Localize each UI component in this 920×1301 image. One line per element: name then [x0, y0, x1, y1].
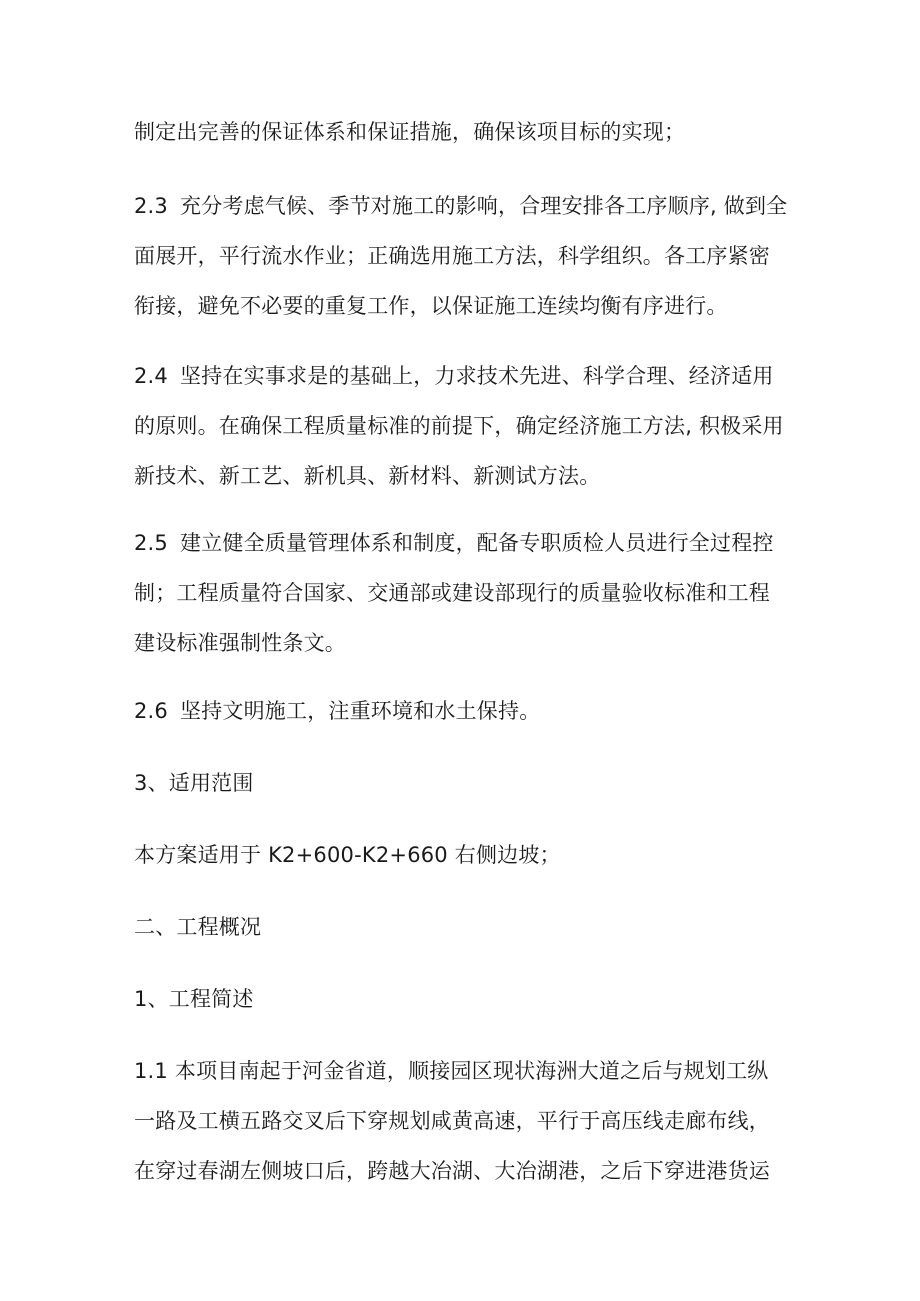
paragraph-2-4	[134, 351, 794, 501]
heading-text: 3、适用范围	[134, 771, 254, 795]
paragraph-line: 一路及工横五路交叉后下穿规划咸黄高速，平行于高压线走廊布线，	[134, 1109, 770, 1133]
heading-text: 二、工程概况	[134, 915, 262, 939]
paragraph-intro	[134, 107, 794, 157]
paragraph-line	[134, 351, 794, 401]
paragraph-text: 坚持在实事求是的基础上，力求技术先进、科学合理、经济适用	[180, 364, 774, 388]
paragraph-text: 坚持文明施工，注重环境和水土保持。	[180, 699, 541, 723]
paragraph-2-6	[134, 686, 794, 736]
paragraph-line: 的原则。在确保工程质量标准的前提下，确定经济施工方法, 积极采用	[134, 414, 784, 438]
paragraph-line: 1.1 本项目南起于河金省道，顺接园区现状海洲大道之后与规划工纵	[134, 1059, 769, 1083]
paragraph-line: 制；工程质量符合国家、交通部或建设部现行的质量验收标准和工程	[134, 581, 770, 605]
paragraph-line: 建设标准强制性条文。	[134, 631, 346, 655]
paragraph-line: 制定出完善的保证体系和保证措施，确保该项目标的实现；	[134, 120, 686, 144]
section-number: 2.4	[134, 364, 168, 388]
section-number: 2.5	[134, 531, 168, 555]
section-number: 2.6	[134, 699, 168, 723]
section-number: 2.3	[134, 194, 168, 218]
paragraph-line: 新技术、新工艺、新机具、新材料、新测试方法。	[134, 464, 601, 488]
paragraph-line: 面展开，平行流水作业；正确选用施工方法，科学组织。各工序紧密	[134, 244, 770, 268]
paragraph-line: 本方案适用于 K2+600-K2+660 右侧边坡；	[134, 843, 561, 867]
paragraph-2-3	[134, 181, 794, 331]
heading-text: 1、工程简述	[134, 987, 254, 1011]
paragraph-line: 衔接，避免不必要的重复工作，以保证施工连续均衡有序进行。	[134, 294, 728, 318]
paragraph-2-5	[134, 518, 794, 668]
paragraph-line	[134, 518, 794, 568]
paragraph-1-1	[134, 1046, 794, 1196]
heading-applicable-scope	[134, 758, 794, 808]
paragraph-line	[134, 686, 794, 736]
heading-project-overview	[134, 902, 794, 952]
heading-project-summary	[134, 974, 794, 1024]
paragraph-line	[134, 181, 794, 231]
paragraph-scope	[134, 830, 794, 880]
paragraph-text: 充分考虑气候、季节对施工的影响，合理安排各工序顺序, 做到全	[180, 194, 788, 218]
paragraph-line: 在穿过春湖左侧坡口后，跨越大冶湖、大冶湖港，之后下穿进港货运	[134, 1159, 770, 1183]
paragraph-text: 建立健全质量管理体系和制度，配备专职质检人员进行全过程控	[180, 531, 774, 555]
